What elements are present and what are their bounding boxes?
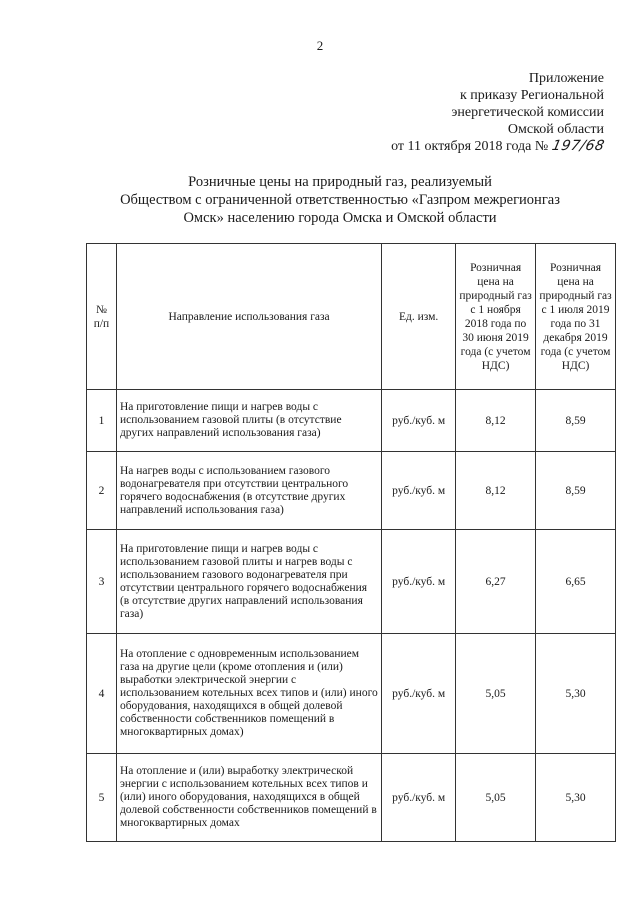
appendix-line-3: энергетической комиссии [451,105,604,120]
row-num: 2 [87,452,117,530]
row-unit: руб./куб. м [382,530,456,634]
page-number: 2 [316,38,324,53]
row-num: 5 [87,754,117,842]
row-unit: руб./куб. м [382,390,456,452]
title-line-3: Омск» населению города Омска и Омской области [183,210,497,226]
row-unit: руб./куб. м [382,754,456,842]
appendix-line-1: Приложение [528,71,604,86]
document-title [60,173,620,227]
row-direction: На приготовление пищи и нагрев воды с использованием газовой плиты (в отсутствие других направлений использования газа) [116,390,381,452]
table-row [87,530,616,634]
row-direction: На нагрев воды с использованием газового водонагревателя при отсутствии центрального горячего водоснабжения (в отсутствие других направлений использования газа) [116,452,381,530]
row-price-2018: 5,05 [456,634,536,754]
order-number-handwritten: 197/68 [550,138,606,154]
row-price-2019: 8,59 [536,390,616,452]
row-price-2018: 6,27 [456,530,536,634]
row-price-2019: 5,30 [536,754,616,842]
table-header-row [87,244,616,390]
row-direction: На приготовление пищи и нагрев воды с использованием газовой плиты и нагрев воды с использованием газового водонагревателя при отсутствии центрального горячего водоснабжения (в отсутствие других направлений использования газа) [116,530,381,634]
header-price-2018: Розничная цена на природный газ с 1 ноября 2018 года по 30 июня 2019 года (с учетом НДС) [456,244,536,390]
table-row [87,634,616,754]
appendix-header [391,70,604,155]
row-price-2019: 5,30 [536,634,616,754]
title-line-1: Розничные цены на природный газ, реализуемый [188,174,492,190]
row-num: 3 [87,530,117,634]
appendix-date: от 11 октября 2018 года № [391,139,549,154]
header-direction: Направление использования газа [116,244,381,390]
table-row [87,390,616,452]
appendix-date-line [391,138,604,155]
row-price-2019: 6,65 [536,530,616,634]
appendix-line-4: Омской области [507,122,604,137]
row-price-2018: 5,05 [456,754,536,842]
row-price-2018: 8,12 [456,390,536,452]
row-num: 1 [87,390,117,452]
appendix-line-2: к приказу Региональной [459,88,604,103]
row-direction: На отопление с одновременным использованием газа на другие цели (кроме отопления и (или) выработки электрической энергии с использованием котельных всех типов и (или) иного оборудования, находящихся в общей долевой собственности собственников помещений в многоквартирных домах) [116,634,381,754]
row-unit: руб./куб. м [382,452,456,530]
table-row [87,754,616,842]
price-table [86,243,616,842]
row-price-2018: 8,12 [456,452,536,530]
row-unit: руб./куб. м [382,634,456,754]
header-unit: Ед. изм. [382,244,456,390]
row-num: 4 [87,634,117,754]
row-price-2019: 8,59 [536,452,616,530]
header-price-2019: Розничная цена на природный газ с 1 июля 2019 года по 31 декабря 2019 года (с учетом НДС) [536,244,616,390]
row-direction: На отопление и (или) выработку электрической энергии с использованием котельных всех типов и (или) иного оборудования, находящихся в общей долевой собственности собственников помещений в многоквартирных домах [116,754,381,842]
header-num: № п/п [87,244,117,390]
table-row [87,452,616,530]
title-line-2: Обществом с ограниченной ответственностью «Газпром межрегионгаз [120,192,560,208]
